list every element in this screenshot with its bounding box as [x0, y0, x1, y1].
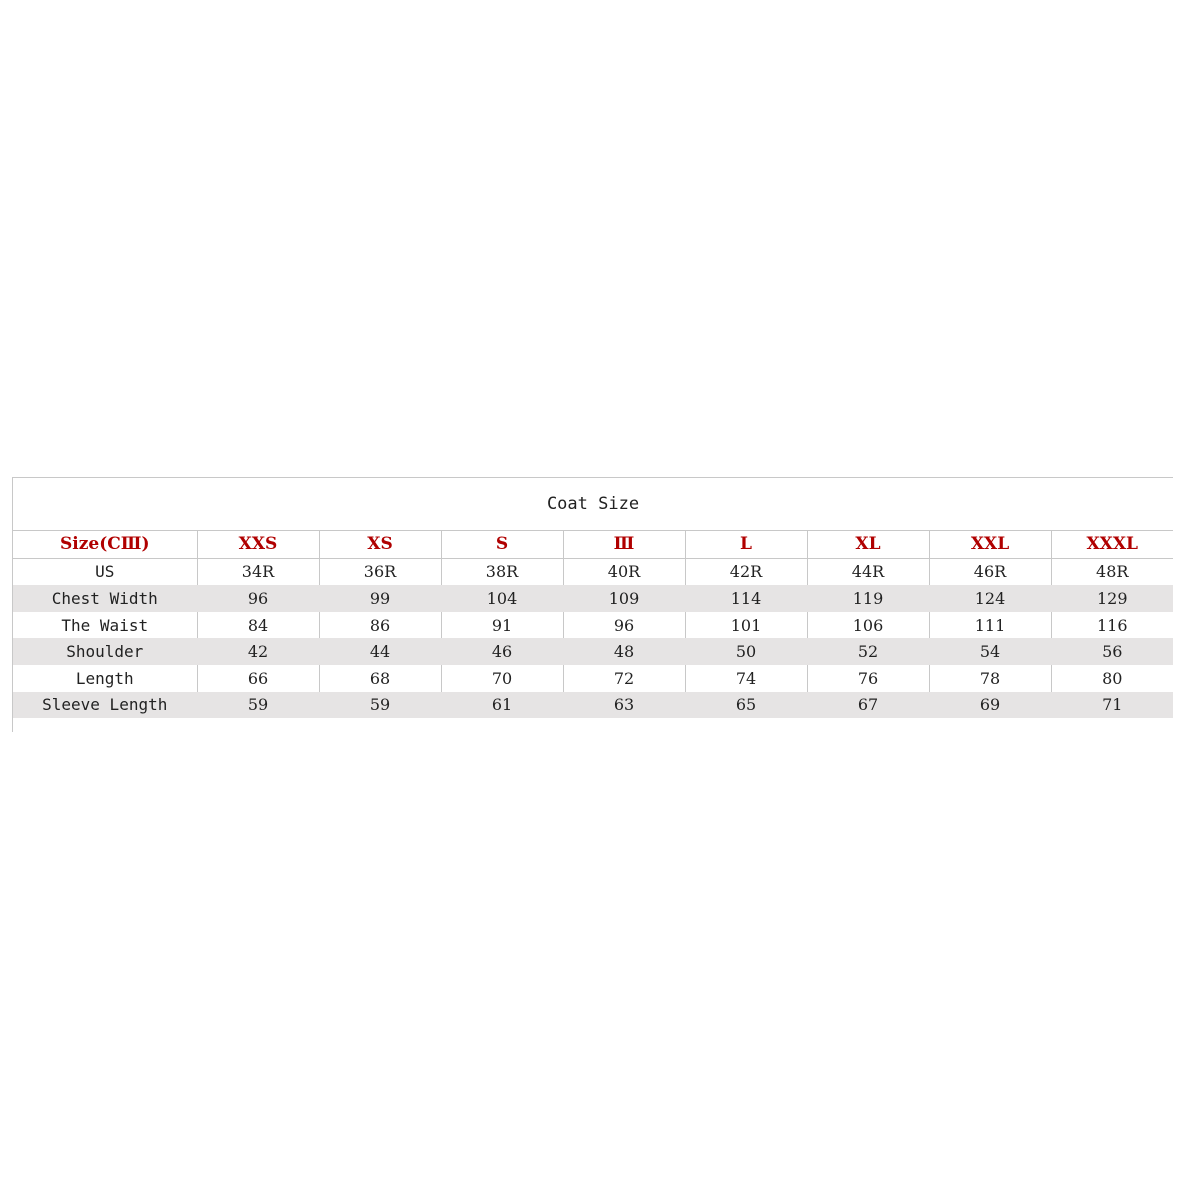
table-cell: 46R [929, 558, 1051, 585]
table-cell: 36R [319, 558, 441, 585]
header-label: Size(CⅢ) [13, 531, 197, 558]
table-cell: 111 [929, 612, 1051, 639]
table-cell: 66 [197, 665, 319, 692]
table-cell: 50 [685, 638, 807, 665]
table-row-us [13, 558, 1173, 585]
row-label: Chest Width [13, 585, 197, 612]
header-row [13, 531, 1173, 558]
header-size-xxxl: XXXL [1051, 531, 1173, 558]
table-cell: 69 [929, 692, 1051, 719]
table-cell: 96 [563, 612, 685, 639]
table-cell: 116 [1051, 612, 1173, 639]
header-size-s: S [441, 531, 563, 558]
header-size-xxs: XXS [197, 531, 319, 558]
table-cell: 54 [929, 638, 1051, 665]
table-cell: 96 [197, 585, 319, 612]
row-label: Length [75, 668, 134, 688]
chart-title: Coat Size [13, 478, 1173, 531]
table-cell: 99 [319, 585, 441, 612]
table-cell: 129 [1051, 585, 1173, 612]
table-cell: 59 [197, 692, 319, 719]
table-cell: 91 [441, 612, 563, 639]
table-cell: 42 [197, 638, 319, 665]
table-cell: 48R [1051, 558, 1173, 585]
header-size-xs: XS [319, 531, 441, 558]
table-cell: 48 [563, 638, 685, 665]
size-table [13, 531, 1173, 718]
row-label: The Waist [61, 615, 149, 635]
header-size-l: L [685, 531, 807, 558]
row-label: Sleeve Length [13, 692, 197, 719]
table-cell: 61 [441, 692, 563, 719]
table-cell: 114 [685, 585, 807, 612]
table-cell: 78 [929, 665, 1051, 692]
row-label: Shoulder [13, 638, 197, 665]
table-row-chest-width [13, 585, 1173, 612]
table-cell: 59 [319, 692, 441, 719]
table-cell: 63 [563, 692, 685, 719]
table-cell: 56 [1051, 638, 1173, 665]
table-cell: 65 [685, 692, 807, 719]
table-cell: 44R [807, 558, 929, 585]
header-size-m: Ⅲ [563, 531, 685, 558]
header-size-xxl: XXL [929, 531, 1051, 558]
table-cell: 34R [197, 558, 319, 585]
row-label: US [95, 562, 115, 582]
table-cell: 76 [807, 665, 929, 692]
table-row-shoulder [13, 638, 1173, 665]
table-cell: 72 [563, 665, 685, 692]
table-row-waist [13, 612, 1173, 639]
table-cell: 52 [807, 638, 929, 665]
table-cell: 124 [929, 585, 1051, 612]
table-cell: 74 [685, 665, 807, 692]
table-cell: 67 [807, 692, 929, 719]
table-cell: 68 [319, 665, 441, 692]
table-cell: 38R [441, 558, 563, 585]
table-cell: 70 [441, 665, 563, 692]
table-cell: 106 [807, 612, 929, 639]
table-cell: 40R [563, 558, 685, 585]
table-cell: 71 [1051, 692, 1173, 719]
table-cell: 86 [319, 612, 441, 639]
table-cell: 84 [197, 612, 319, 639]
table-cell: 104 [441, 585, 563, 612]
table-cell: 46 [441, 638, 563, 665]
table-row-length [13, 665, 1173, 692]
header-size-xl: XL [807, 531, 929, 558]
table-cell: 42R [685, 558, 807, 585]
table-row-sleeve-length [13, 692, 1173, 719]
table-cell: 101 [685, 612, 807, 639]
table-cell: 44 [319, 638, 441, 665]
table-cell: 80 [1051, 665, 1173, 692]
table-cell: 119 [807, 585, 929, 612]
table-cell: 109 [563, 585, 685, 612]
size-chart [12, 477, 1173, 732]
